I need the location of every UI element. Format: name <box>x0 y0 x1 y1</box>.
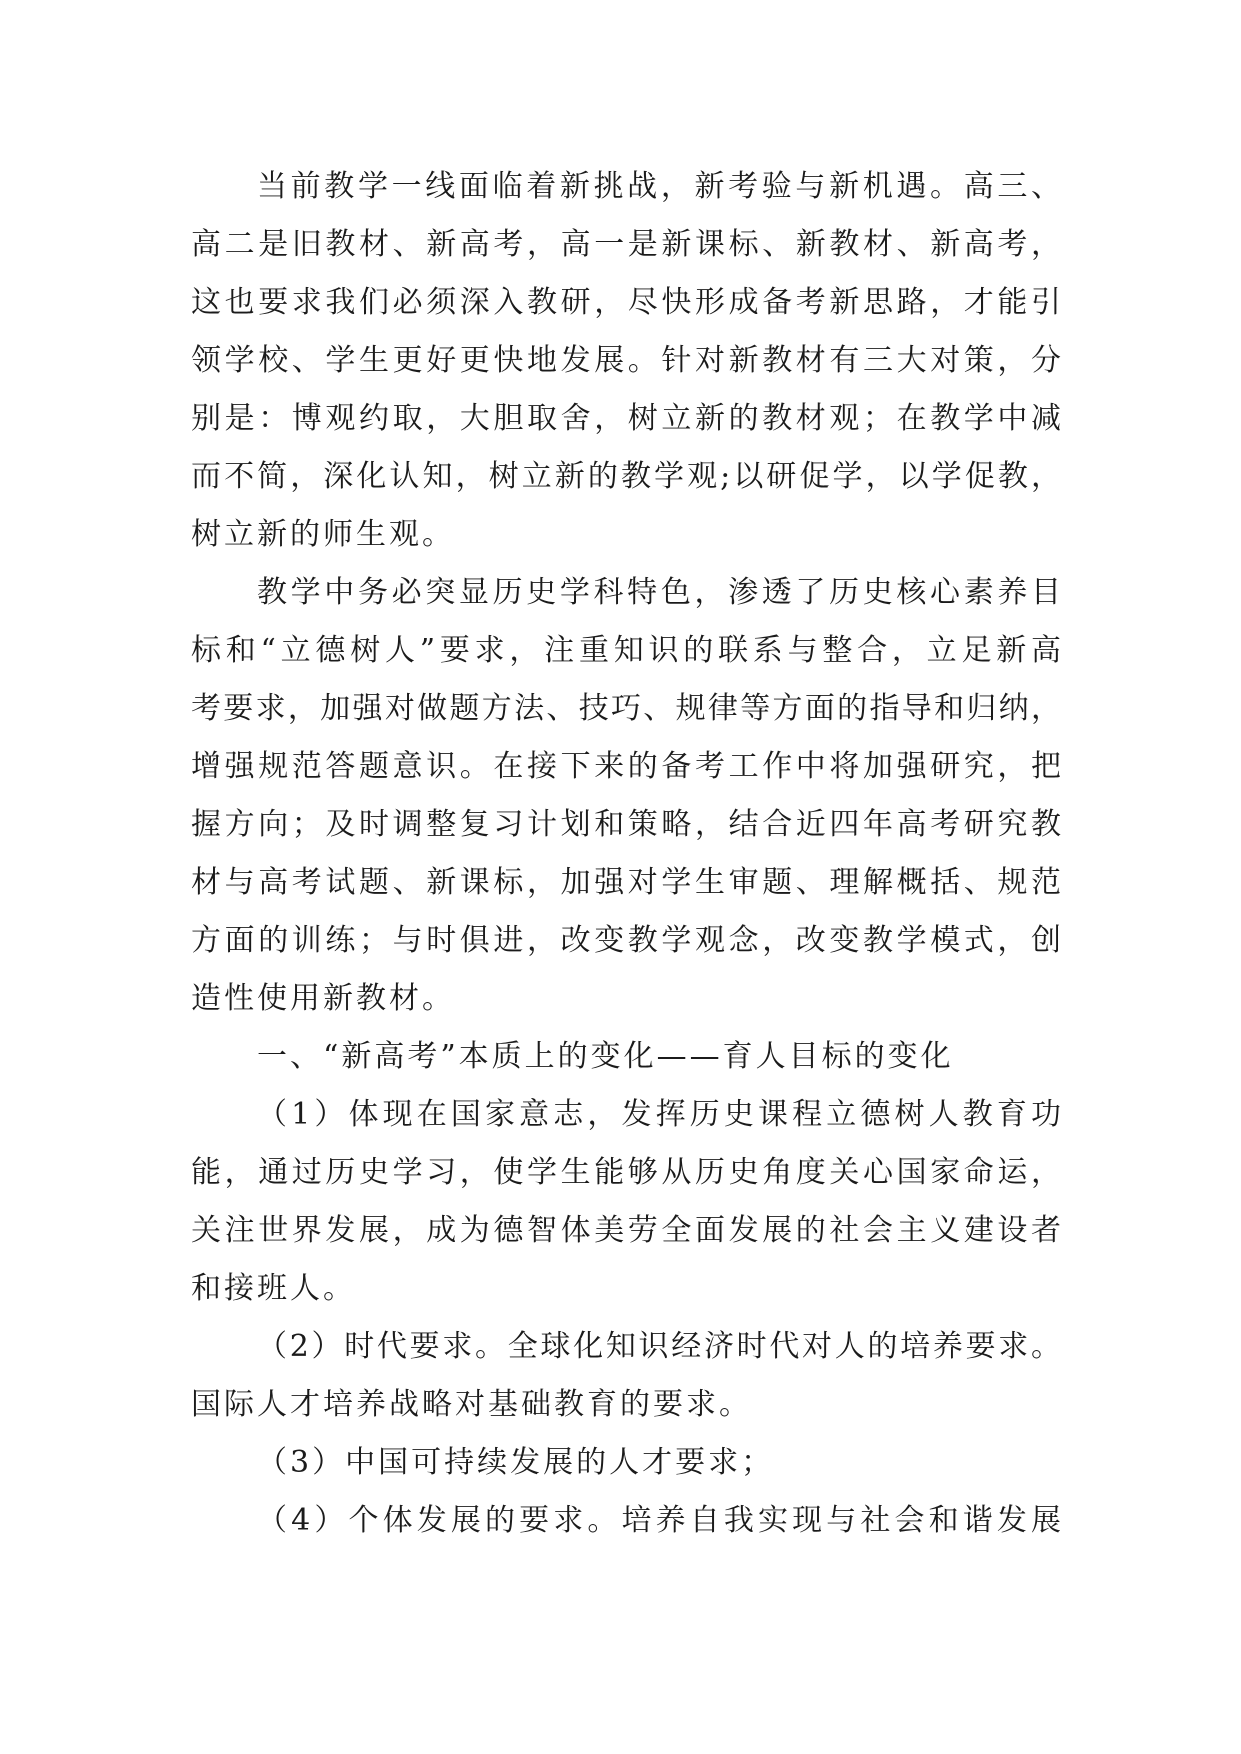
list-item-2 <box>191 1318 1061 1434</box>
text-line: 增强规范答题意识。在接下来的备考工作中将加强研究，把 <box>191 749 1061 784</box>
text-line: 而不简，深化认知，树立新的教学观;以研促学，以学促教， <box>191 459 1061 494</box>
text-line: 和接班人。 <box>191 1271 356 1306</box>
paragraph-intro <box>191 158 1061 564</box>
text-line: 高二是旧教材、新高考，高一是新课标、新教材、新高考， <box>191 227 1061 262</box>
paragraph-teaching <box>191 564 1061 1028</box>
text-line: 方面的训练；与时俱进，改变教学观念，改变教学模式，创 <box>191 923 1061 958</box>
section-heading-text: 一、“新高考”本质上的变化——育人目标的变化 <box>257 1039 954 1074</box>
list-item-4 <box>191 1492 1061 1550</box>
section-heading <box>191 1028 1061 1086</box>
text-line: 树立新的师生观。 <box>191 517 455 552</box>
text-line: （2）时代要求。全球化知识经济时代对人的培养要求。 <box>257 1329 1061 1364</box>
text-line: 国际人才培养战略对基础教育的要求。 <box>191 1387 752 1422</box>
text-line: （3）中国可持续发展的人才要求； <box>257 1445 775 1480</box>
text-line: 造性使用新教材。 <box>191 981 455 1016</box>
text-line: 关注世界发展，成为德智体美劳全面发展的社会主义建设者 <box>191 1213 1061 1248</box>
text-line: 标和“立德树人”要求，注重知识的联系与整合，立足新高 <box>191 633 1061 668</box>
text-line: 考要求，加强对做题方法、技巧、规律等方面的指导和归纳， <box>191 691 1061 726</box>
text-line: （4）个体发展的要求。培养自我实现与社会和谐发展 <box>257 1503 1061 1538</box>
text-line: 教学中务必突显历史学科特色，渗透了历史核心素养目 <box>257 575 1061 610</box>
list-item-3 <box>191 1434 1061 1492</box>
document-body <box>191 158 1061 1550</box>
text-line: 能，通过历史学习，使学生能够从历史角度关心国家命运， <box>191 1155 1061 1190</box>
text-line: 握方向；及时调整复习计划和策略，结合近四年高考研究教 <box>191 807 1061 842</box>
text-line: 这也要求我们必须深入教研，尽快形成备考新思路，才能引 <box>191 285 1061 320</box>
text-line: 当前教学一线面临着新挑战，新考验与新机遇。高三、 <box>257 169 1061 204</box>
list-item-1 <box>191 1086 1061 1318</box>
text-line: （1）体现在国家意志，发挥历史课程立德树人教育功 <box>257 1097 1061 1132</box>
text-line: 领学校、学生更好更快地发展。针对新教材有三大对策，分 <box>191 343 1061 378</box>
text-line: 别是：博观约取，大胆取舍，树立新的教材观；在教学中减 <box>191 401 1061 436</box>
text-line: 材与高考试题、新课标，加强对学生审题、理解概括、规范 <box>191 865 1061 900</box>
